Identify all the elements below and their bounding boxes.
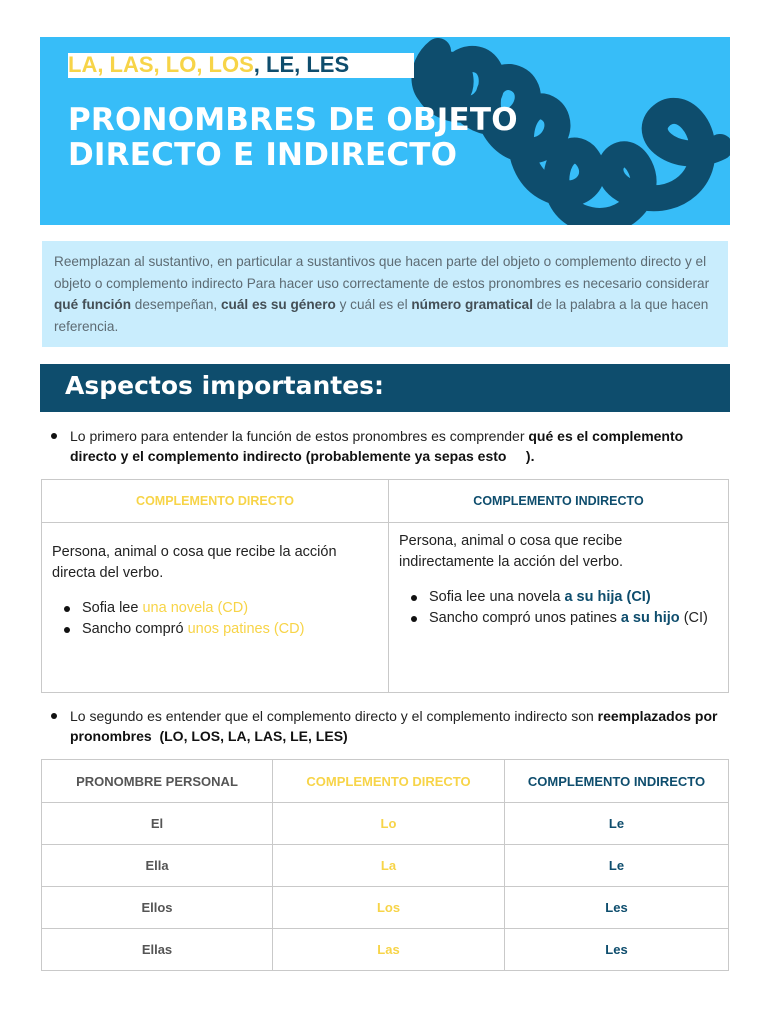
bullet-dot (51, 433, 57, 439)
direct-pronoun-cell: Los (273, 887, 505, 929)
bullet-item: Lo primero para entender la función de estos pronombres es comprender qué es el complemento directo y el complemento indirecto (probablemente ya sepas esto ). (70, 426, 720, 466)
table-row (42, 803, 729, 845)
intro-box: Reemplazan al sustantivo, en particular a sustantivos que hacen parte del objeto o complemento directo y el objeto o complemento indirecto Para hacer uso correctamente de estos pronombres es necesario considerar qué función desempeñan, cuál es su género y cuál es el número gramatical de la palabra a la que hacen referencia. (42, 241, 728, 347)
table-row (42, 845, 729, 887)
indirect-pronoun-cell: Les (505, 887, 729, 929)
table-header: COMPLEMENTO DIRECTO (273, 760, 505, 803)
table-row (42, 887, 729, 929)
example-item: Sofia lee una novela (CD) (52, 598, 378, 619)
direct-pronoun-cell: Las (273, 929, 505, 971)
example-item: Sofia lee una novela a su hija (CI) (399, 587, 718, 608)
direct-pronoun-cell: Lo (273, 803, 505, 845)
example-item: Sancho compró unos patines a su hijo (CI) (399, 608, 718, 629)
table-header: PRONOMBRE PERSONAL (42, 760, 273, 803)
direct-definition-cell (42, 523, 389, 693)
indirect-pronoun-cell: Le (505, 845, 729, 887)
personal-pronoun-cell: El (42, 803, 273, 845)
complement-definitions-table (41, 479, 729, 693)
example-item: Sancho compró unos patines (CD) (52, 619, 378, 640)
section-title: Aspectos importantes: (65, 371, 385, 400)
page-title: PRONOMBRES DE OBJETO DIRECTO E INDIRECTO (68, 102, 518, 173)
table-header: COMPLEMENTO DIRECTO (42, 480, 389, 523)
bullet-dot (51, 713, 57, 719)
personal-pronoun-cell: Ellos (42, 887, 273, 929)
indirect-pronoun-cell: Les (505, 929, 729, 971)
header-banner (40, 37, 730, 225)
section-header (40, 364, 730, 412)
direct-pronoun-cell: La (273, 845, 505, 887)
definition-text: Persona, animal o cosa que recibe indirectamente la acción del verbo. (399, 533, 624, 570)
indirect-pronoun-cell: Le (505, 803, 729, 845)
table-header: COMPLEMENTO INDIRECTO (505, 760, 729, 803)
table-row (42, 929, 729, 971)
pronoun-list-kicker: LA, LAS, LO, LOS, LE, LES (68, 53, 414, 78)
personal-pronoun-cell: Ellas (42, 929, 273, 971)
bullet-item: Lo segundo es entender que el complemento directo y el complemento indirecto son reemplazados por pronombres (LO, LOS, LA, LAS, LE, LES) (70, 706, 720, 746)
personal-pronoun-cell: Ella (42, 845, 273, 887)
indirect-definition-cell (389, 523, 729, 693)
pronoun-table (41, 759, 729, 971)
table-header: COMPLEMENTO INDIRECTO (389, 480, 729, 523)
definition-text: Persona, animal o cosa que recibe la acción directa del verbo. (52, 544, 337, 581)
